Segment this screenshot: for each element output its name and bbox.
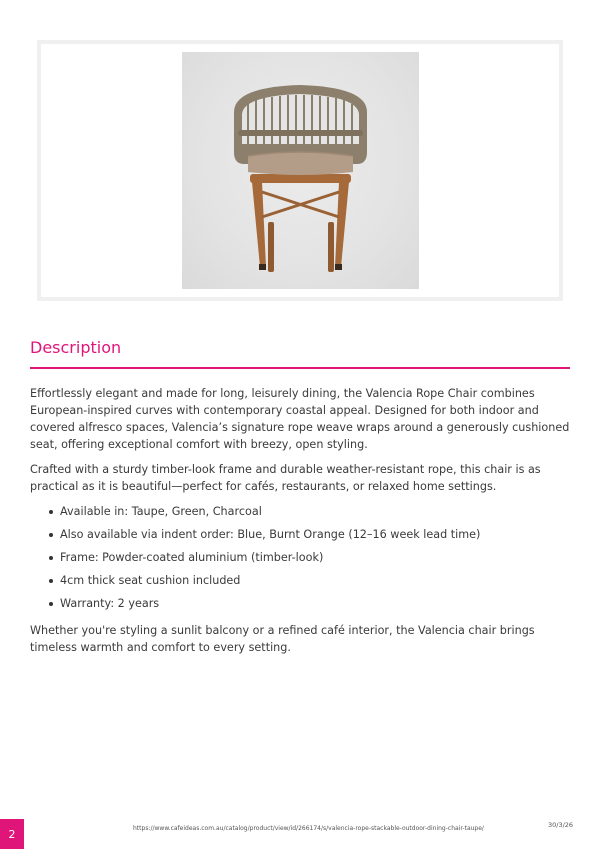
chair-illustration — [182, 52, 419, 289]
feature-list-item: Frame: Powder-coated aluminium (timber-look) — [60, 549, 570, 566]
product-image-frame — [37, 40, 563, 301]
feature-list-item: Warranty: 2 years — [60, 595, 570, 612]
heading-divider — [30, 367, 570, 369]
description-body — [30, 385, 570, 664]
description-paragraph: Whether you're styling a sunlit balcony or a refined café interior, the Valencia chair brings timeless warmth and comfort to every setting. — [30, 624, 535, 654]
feature-list-item: Also available via indent order: Blue, Burnt Orange (12–16 week lead time) — [60, 526, 570, 543]
description-paragraph: Crafted with a sturdy timber-look frame and durable weather-resistant rope, this chair is as practical as it is beautiful—perfect for cafés, restaurants, or relaxed home settings. — [30, 463, 541, 493]
bullet-icon — [49, 533, 53, 537]
feature-list-item: 4cm thick seat cushion included — [60, 572, 570, 589]
page-number-badge: 2 — [0, 819, 24, 849]
bullet-icon — [49, 579, 53, 583]
print-date: 30/3/26 — [548, 821, 574, 829]
feature-list — [30, 503, 570, 612]
bullet-icon — [49, 602, 53, 606]
description-paragraph: Effortlessly elegant and made for long, leisurely dining, the Valencia Rope Chair combines European-inspired curves with contemporary coastal appeal. Designed for both indoor and covered alfresco spaces, Valencia’s signature rope weave wraps around a generously cushioned seat, offering exceptional comfort with breezy, open styling. — [30, 387, 570, 451]
product-photo — [182, 52, 419, 289]
bullet-icon — [49, 556, 53, 560]
source-url[interactable]: https://www.cafeideas.com.au/catalog/product/view/id/266174/s/valencia-rope-stackable-outdoor-dining-chair-taupe/ — [133, 825, 484, 832]
description-heading: Description — [30, 338, 122, 357]
bullet-icon — [49, 510, 53, 514]
feature-list-item: Available in: Taupe, Green, Charcoal — [60, 503, 570, 520]
